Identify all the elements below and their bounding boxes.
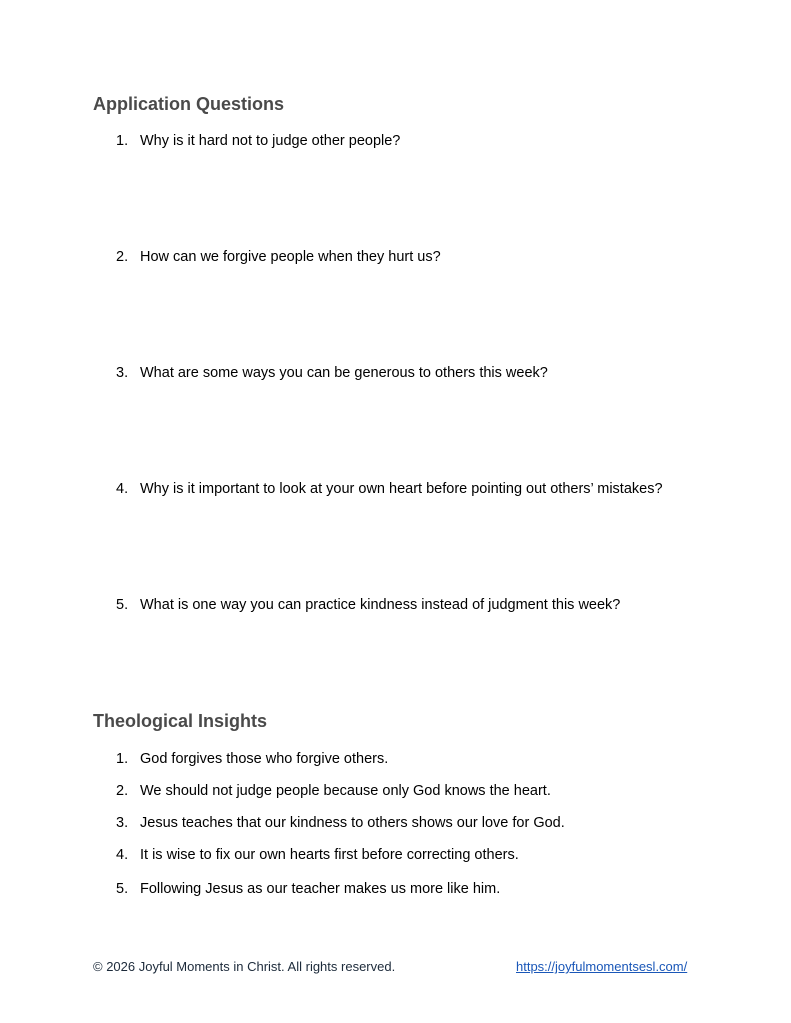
question-text: Why is it hard not to judge other people?	[140, 133, 401, 149]
list-number: 1.	[116, 751, 129, 767]
list-number: 3.	[116, 365, 129, 381]
insight-text: It is wise to fix our own hearts first before correcting others.	[140, 847, 519, 863]
insight-text: We should not judge people because only God knows the heart.	[140, 783, 551, 799]
question-text: How can we forgive people when they hurt us?	[140, 249, 441, 265]
list-number: 2.	[116, 249, 129, 265]
application-question-2	[116, 248, 441, 266]
insight-text: God forgives those who forgive others.	[140, 751, 389, 767]
list-number: 2.	[116, 783, 129, 799]
application-question-1	[116, 132, 400, 150]
application-question-5	[116, 596, 620, 614]
theological-insight-1	[116, 750, 388, 768]
theological-insights-heading: Theological Insights	[93, 711, 268, 731]
question-text: What is one way you can practice kindness instead of judgment this week?	[140, 597, 621, 613]
question-text: What are some ways you can be generous to others this week?	[140, 365, 548, 381]
application-question-3	[116, 364, 548, 382]
theological-insight-5	[116, 880, 500, 898]
list-number: 5.	[116, 881, 129, 897]
list-number: 3.	[116, 815, 129, 831]
footer-website-link[interactable]: https://joyfulmomentsesl.com/	[516, 959, 688, 974]
insight-text: Jesus teaches that our kindness to others shows our love for God.	[140, 815, 565, 831]
list-number: 4.	[116, 847, 129, 863]
theological-insight-3	[116, 814, 565, 832]
question-text: Why is it important to look at your own heart before pointing out others’ mistakes?	[140, 481, 663, 497]
list-number: 1.	[116, 133, 129, 149]
theological-insight-2	[116, 782, 551, 800]
footer-copyright: © 2026 Joyful Moments in Christ. All rights reserved.	[93, 959, 396, 974]
application-questions-heading: Application Questions	[93, 94, 285, 114]
theological-insight-4	[116, 846, 519, 864]
list-number: 5.	[116, 597, 129, 613]
list-number: 4.	[116, 481, 129, 497]
insight-text: Following Jesus as our teacher makes us more like him.	[140, 881, 501, 897]
application-question-4	[116, 480, 663, 498]
